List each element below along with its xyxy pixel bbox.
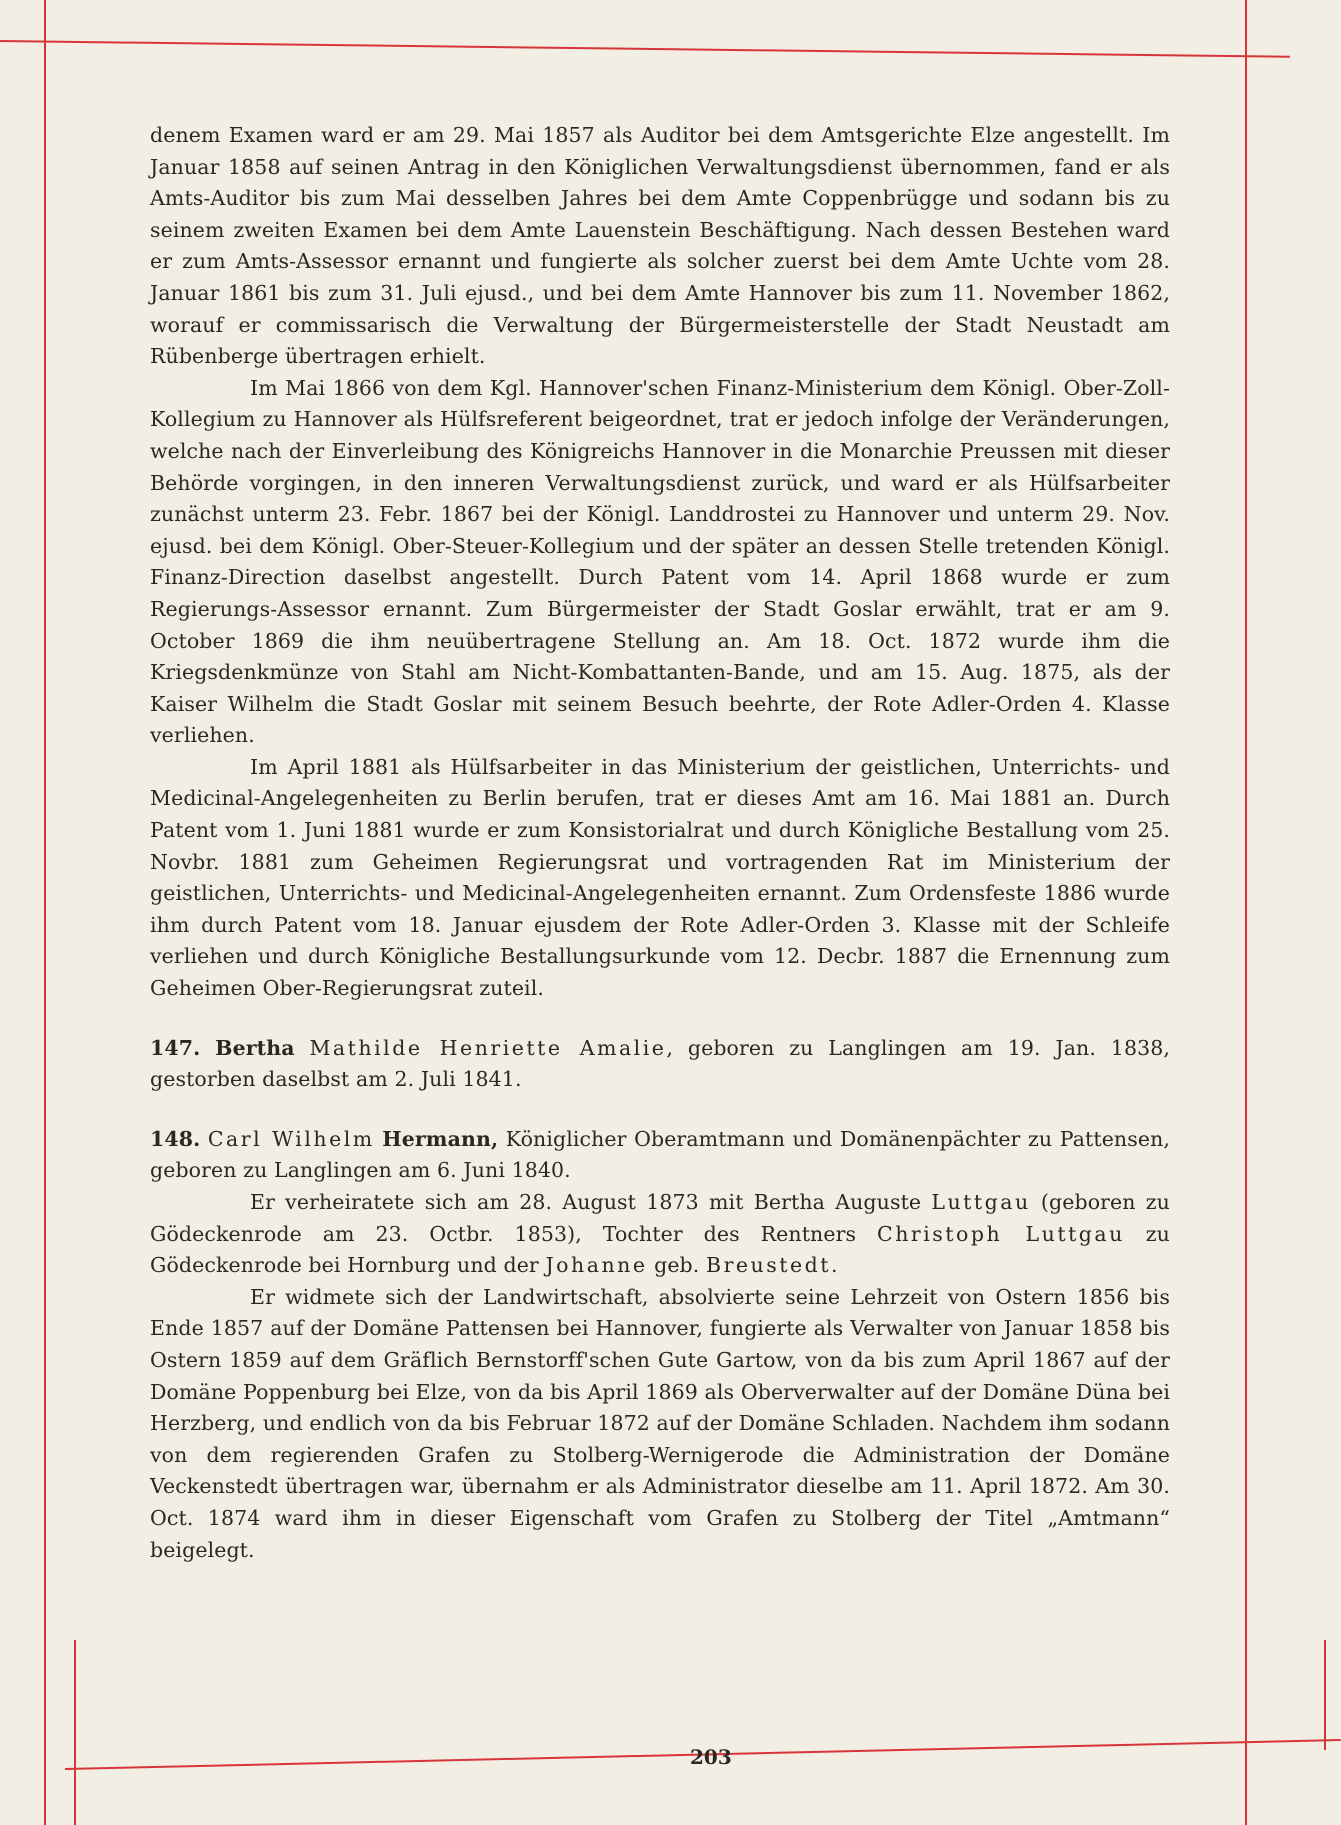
entry-number: 148. xyxy=(150,1126,201,1151)
text-run: (geboren zu Gödeckenrode am 23. Octbr. 1853), Tochter des Rentners xyxy=(150,1190,1170,1246)
entry-148 xyxy=(150,1124,1170,1187)
frame-rule-right-outer xyxy=(1324,1640,1326,1750)
surname-spaced: Luttgau xyxy=(931,1190,1031,1214)
text-run: Er verheiratete sich am 28. August 1873 mit Bertha Auguste xyxy=(250,1190,932,1214)
entry-147 xyxy=(150,1033,1170,1096)
entry-name-bold: Bertha xyxy=(215,1035,295,1060)
entry-name-spaced: Carl Wilhelm xyxy=(207,1126,375,1151)
entry-text: Königlicher Oberamtmann und Domänenpächter zu Pattensen, geboren zu Langlingen am 6. Juni 1840. xyxy=(150,1126,1170,1183)
paragraph-examen: denem Examen ward er am 29. Mai 1857 als Auditor bei dem Amtsgerichte Elze angestellt. Im Januar 1858 auf seinen Antrag in den Königlichen Verwaltungsdienst übernommen, fand er als Amts-Auditor bis zum Mai desselben Jahres bei dem Amte Coppenbrügge und sodann bis zu seinem zweiten Examen bei dem Amte Lauenstein Beschäftigung. Nach dessen Bestehen ward er zum Amts-Assessor ernannt und fungierte als solcher zuerst bei dem Amte Uchte vom 28. Januar 1861 bis zum 31. Juli ejusd., und bei dem Amte Hannover bis zum 11. November 1862, worauf er commissarisch die Verwaltung der Bürgermeisterstelle der Stadt Neustadt am Rübenberge übertragen erhielt. xyxy=(150,123,1170,369)
entry-name-spaced: Mathilde Henriette Amalie xyxy=(309,1035,667,1060)
frame-rule-top xyxy=(0,40,1290,58)
text-run: geb. xyxy=(647,1253,707,1278)
entry-number: 147. xyxy=(150,1035,201,1060)
frame-rule-right xyxy=(1245,0,1247,1825)
paragraph-marriage xyxy=(150,1187,1170,1282)
frame-rule-left-inner xyxy=(74,1640,76,1825)
page-number: 203 xyxy=(690,1745,732,1769)
name-spaced: Breustedt xyxy=(706,1253,831,1278)
body-text xyxy=(150,120,1170,1566)
text-run: . xyxy=(830,1253,838,1278)
frame-rule-left xyxy=(44,0,46,1825)
name-spaced: Christoph Luttgau xyxy=(877,1221,1125,1246)
entry-name-bold: Hermann, xyxy=(382,1126,499,1151)
paragraph-hannover-1866: Im Mai 1866 von dem Kgl. Hannover'schen Finanz-Ministerium dem Königl. Ober-Zoll-Kollegium zu Hannover als Hülfsreferent beigeordnet, trat er jedoch infolge der Veränderungen, welche nach der Einverleibung des Königreichs Hannover in die Monarchie Preussen mit dieser Behörde vorgingen, in den inneren Verwaltungsdienst zurück, und ward er als Hülfsarbeiter zunächst unterm 23. Febr. 1867 bei der Königl. Landdrostei zu Hannover und unterm 29. Nov. ejusd. bei dem Königl. Ober-Steuer-Kollegium und der später an dessen Stelle tretenden Königl. Finanz-Direction daselbst angestellt. Durch Patent vom 14. April 1868 wurde er zum Regierungs-Assessor ernannt. Zum Bürgermeister der Stadt Goslar erwählt, trat er am 9. October 1869 die ihm neuübertragene Stellung an. Am 18. Oct. 1872 wurde ihm die Kriegsdenkmünze von Stahl am Nicht-Kombattanten-Bande, und am 15. Aug. 1875, als der Kaiser Wilhelm die Stadt Goslar mit seinem Besuch beehrte, der Rote Adler-Orden 4. Klasse verliehen. xyxy=(150,375,1170,748)
paragraph-berlin-1881: Im April 1881 als Hülfsarbeiter in das Ministerium der geistlichen, Unterrichts- und Medicinal-Angelegenheiten zu Berlin berufen, trat er dieses Amt am 16. Mai 1881 an. Durch Patent vom 1. Juni 1881 wurde er zum Konsistorialrat und durch Königliche Bestallung vom 25. Novbr. 1881 zum Geheimen Regierungsrat und vortragenden Rat im Ministerium der geistlichen, Unterrichts- und Medicinal-Angelegenheiten ernannt. Zum Ordensfeste 1886 wurde ihm durch Patent vom 18. Januar ejusdem der Rote Adler-Orden 3. Klasse mit der Schleife verliehen und durch Königliche Bestallungsurkunde vom 12. Decbr. 1887 die Ernennung zum Geheimen Ober-Regierungsrat zuteil. xyxy=(150,754,1170,1001)
paragraph-career: Er widmete sich der Landwirtschaft, absolvierte seine Lehrzeit von Ostern 1856 bis Ende 1857 auf der Domäne Pattensen bei Hannover, fungierte als Verwalter von Januar 1858 bis Ostern 1859 auf dem Gräflich Bernstorff'schen Gute Gartow, von da bis zum April 1867 auf der Domäne Poppenburg bei Elze, von da bis April 1869 als Oberverwalter auf der Domäne Düna bei Herzberg, und endlich von da bis Februar 1872 auf der Domäne Schladen. Nachdem ihm sodann von dem regierenden Grafen zu Stolberg-Wernigerode die Administration der Domäne Veckenstedt übertragen war, übernahm er als Administrator dieselbe am 11. April 1872. Am 30. Oct. 1874 ward ihm in dieser Eigenschaft vom Grafen zu Stolberg der Titel „Amtmann“ beigelegt. xyxy=(150,1284,1170,1562)
entry-text: , geboren zu Langlingen am 19. Jan. 1838, gestorben daselbst am 2. Juli 1841. xyxy=(150,1035,1170,1092)
name-spaced: Johanne xyxy=(545,1253,648,1278)
text-run: zu Gödeckenrode bei Hornburg und der xyxy=(150,1221,1170,1278)
